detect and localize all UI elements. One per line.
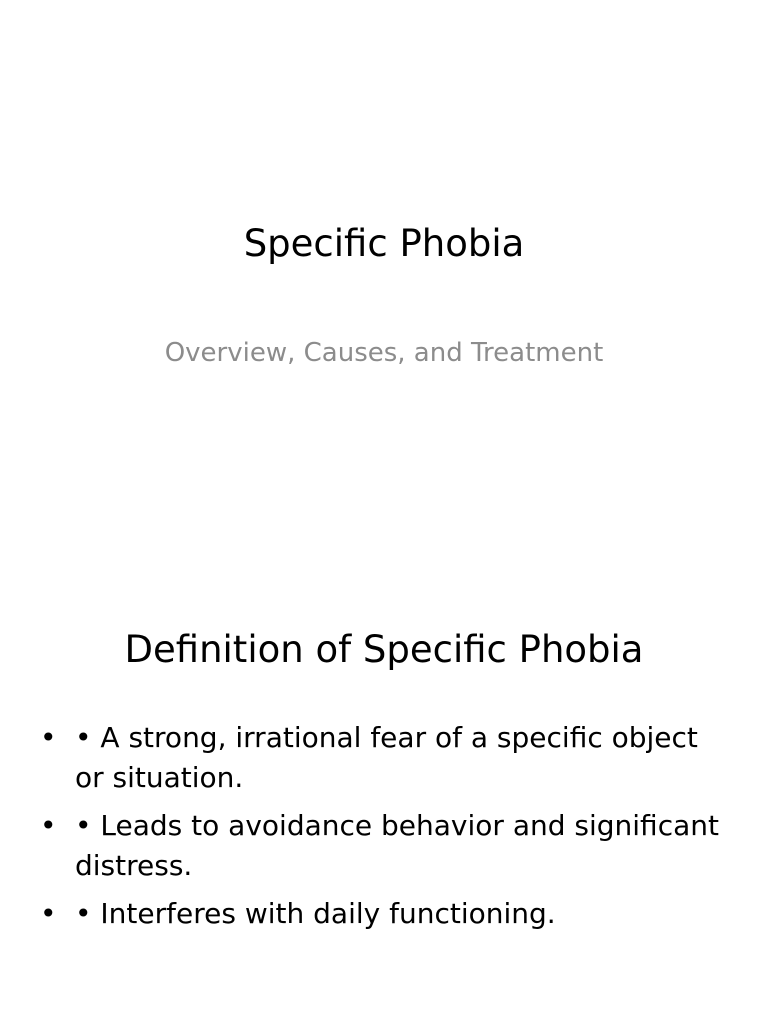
bullet-text: • Leads to avoidance behavior and significant distress.	[75, 809, 719, 882]
bullet-icon: •	[40, 897, 57, 930]
list-item	[40, 806, 720, 886]
slide-title: Specific Phobia	[243, 222, 525, 265]
content-slide	[0, 576, 768, 1024]
bullet-list	[40, 718, 720, 942]
slide-subtitle: Overview, Causes, and Treatment	[164, 338, 604, 368]
bullet-text: • A strong, irrational fear of a specific object or situation.	[75, 721, 698, 794]
bullet-icon: •	[40, 721, 57, 754]
list-item	[40, 718, 720, 798]
slide-title: Definition of Specific Phobia	[124, 628, 644, 671]
bullet-text: • Interferes with daily functioning.	[75, 897, 556, 930]
bullet-icon: •	[40, 809, 57, 842]
list-item	[40, 894, 720, 934]
